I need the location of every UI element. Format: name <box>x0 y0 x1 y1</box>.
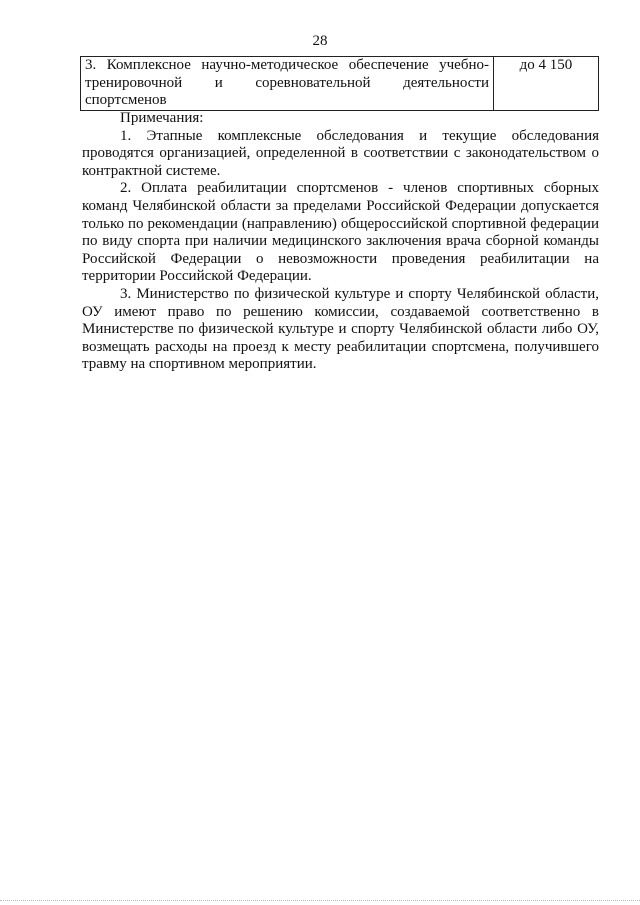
table-row <box>81 57 599 111</box>
description-line: спортсменов <box>85 92 167 108</box>
expense-table <box>80 56 599 111</box>
page-number: 28 <box>312 33 328 49</box>
note-item-3: 3. Министерство по физической культуре и спорту Челябинской области, ОУ имеют право по решению комиссии, создаваемой соответственно в Министерстве по физической культуре и спорту Челябинской области либо ОУ, возмещать расходы на проезд к месту реабилитации спортсмена, получившего травму на спортивном мероприятии. <box>82 285 599 373</box>
description-line: 3. Комплексное научно-методическое обеспечение учебно- <box>85 57 489 73</box>
note-item-1: 1. Этапные комплексные обследования и текущие обследования проводятся организацией, определенной в соответствии с законодательством о контрактной системе. <box>82 127 599 179</box>
notes-heading: Примечания: <box>120 110 204 126</box>
table-cell-amount: до 4 150 <box>494 57 599 111</box>
note-item-2: 2. Оплата реабилитации спортсменов - членов спортивных сборных команд Челябинской области за пределами Российской Федерации допускается только по рекомендации (направлению) общероссийской спортивной федерации по виду спорта при наличии медицинского заключения врача сборной команды Российской Федерации о невозможности проведения реабилитации на территории Российской Федерации. <box>82 180 599 285</box>
table-cell-description <box>81 57 494 111</box>
description-line: тренировочной и соревновательной деятельности <box>85 74 489 91</box>
notes-section <box>82 110 599 374</box>
scan-edge-divider <box>0 899 640 901</box>
